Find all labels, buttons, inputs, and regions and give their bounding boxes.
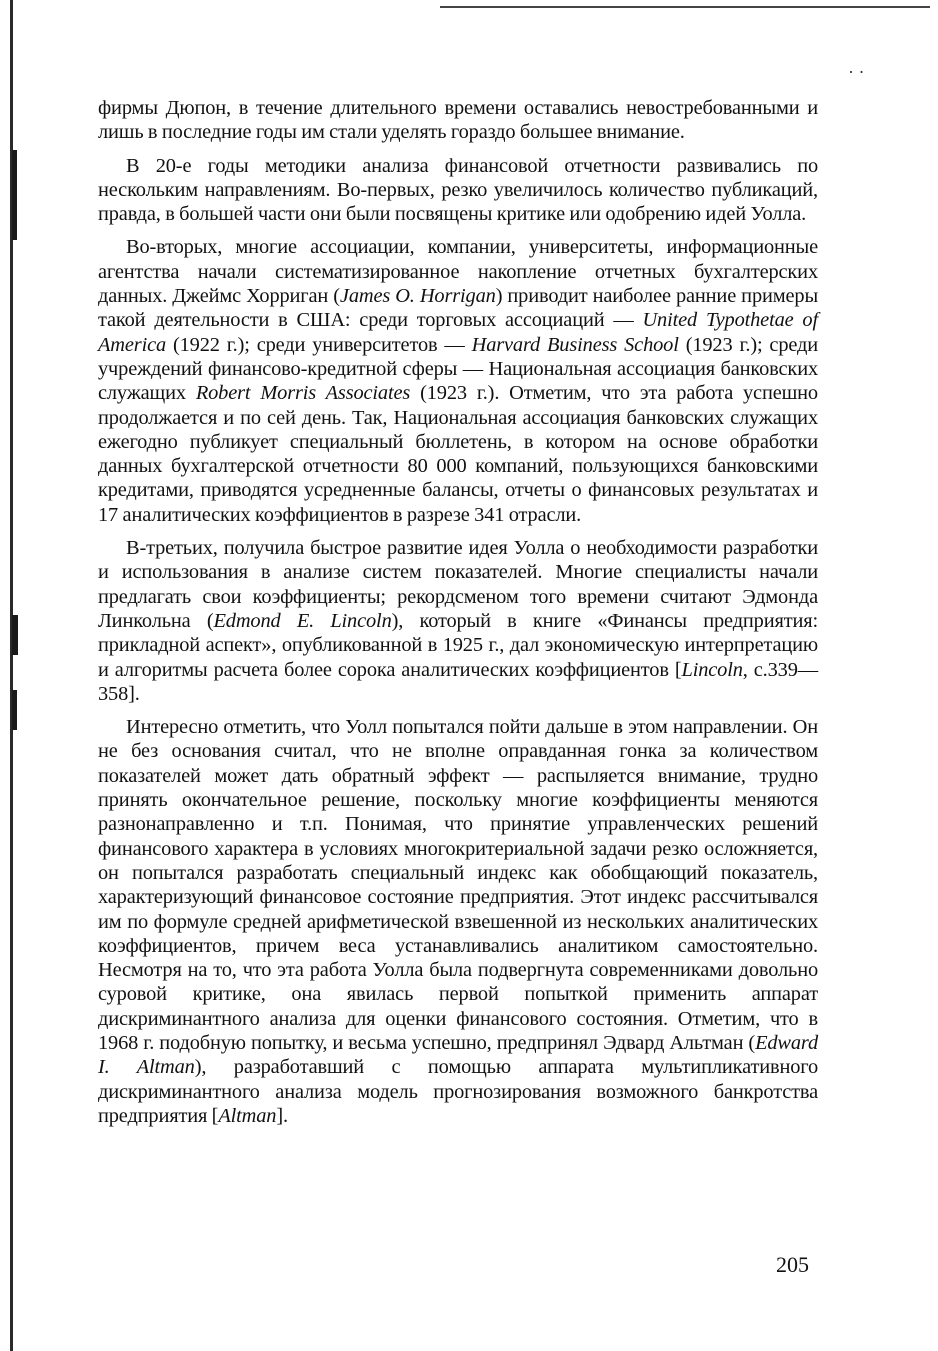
scan-artifact xyxy=(12,150,17,240)
text-run: (1922 г.); среди университетов — xyxy=(166,333,472,356)
paragraph xyxy=(98,154,818,227)
text-run: Во-вторых, многие ассоциации, компании, университеты, информационные агентства начали систематизированное накопление отчетных бухгалтерских данных. Джеймс Хорриган ( xyxy=(98,236,818,308)
paragraph xyxy=(98,715,818,1128)
page-number: 205 xyxy=(776,1252,809,1277)
text-run: ), который в книге «Финансы предприятия: прикладной аспект», опубликованной в 1925 г., дал экономическую интерпретацию и алгоритмы расчета более сорока аналитических коэффициентов [ xyxy=(98,609,818,681)
text-run: ]. xyxy=(276,1104,288,1127)
text-run: , с.339—358]. xyxy=(98,658,818,705)
text-run: В 20-е годы методики анализа финансовой отчетности развивались по нескольким направлениям. Во-первых, резко увеличилось количество публикаций, правда, в большей части они были посвящены критике или одобрению идей Уолла. xyxy=(98,154,818,226)
text-run: (1923 г.); среди учреждений финансово-кредитной сферы — Национальная ассоциация банковских служащих xyxy=(98,333,818,405)
text-run: Интересно отметить, что Уолл попытался пойти дальше в этом направлении. Он не без основания считал, что не вполне оправданная гонка за количеством показателей может дать обратный эффект — распыляется внимание, трудно принять окончательное решение, поскольку многие коэффициенты меняются разнонаправленно и т.п. Понимая, что принятие управленческих решений финансового характера в условиях многокритериальной задачи резко осложняется, он попытался разработать специальный индекс как обобщающий показатель, характеризующий финансовое состояние предприятия. Этот индекс рассчитывался им по формуле средней арифметической взвешенной из нескольких аналитических коэффициентов, причем веса устанавливались аналитиком самостоятельно. Несмотря на то, что эта работа Уолла была подвергнута современниками довольно суровой критике, она явилась первой попыткой применить аппарат дискриминантного анализа для оценки финансового состояния. Отметим, что в 1968 г. подобную попытку, и весьма успешно, предпринял Эдвард Альтман ( xyxy=(98,716,818,1054)
scan-dots: · · xyxy=(848,62,865,82)
paragraph xyxy=(98,536,818,706)
italic-reference: Altman xyxy=(218,1104,277,1127)
italic-reference: James O. Horrigan xyxy=(339,285,496,308)
scan-artifact xyxy=(12,615,18,655)
italic-reference: Robert Morris Associates xyxy=(195,382,411,405)
paragraph xyxy=(98,235,818,527)
paragraph xyxy=(98,96,818,145)
scan-top-rule xyxy=(440,6,930,8)
scan-artifact xyxy=(12,690,17,730)
text-run: В-третьих, получила быстрое развитие идея Уолла о необходимости разработки и использования в анализе систем показателей. Многие специалисты начали предлагать свои коэффициенты; рекордсменом того времени считают Эдмонда Линкольна ( xyxy=(98,537,818,632)
italic-reference: Lincoln xyxy=(681,658,743,681)
text-run: фирмы Дюпон, в течение длительного времени оставались невостребованными и лишь в последние годы им стали уделять гораздо большее внимание. xyxy=(98,97,818,144)
page-body xyxy=(98,96,818,1137)
italic-reference: Edmond E. Lincoln xyxy=(213,609,392,632)
italic-reference: Edward I. Altman xyxy=(98,1031,818,1079)
text-run: ) приводит наиболее ранние примеры такой деятельности в США: среди торговых ассоциаций — xyxy=(98,285,819,332)
text-run: ), разработавший с помощью аппарата мультипликативного дискриминантного анализа модель прогнозирования возможного банкротства предприятия [ xyxy=(98,1056,818,1127)
italic-reference: United Typothetae of America xyxy=(98,309,818,356)
italic-reference: Harvard Business School xyxy=(471,333,679,356)
text-run: (1923 г.). Отметим, что эта работа успешно продолжается и по сей день. Так, Национальная ассоциация банковских служащих ежегодно публикует специальный бюллетень, в котором на основе обработки данных бухгалтерской отчетности 80 000 компаний, пользующихся банковскими кредитами, приводятся усредненные балансы, отчеты о финансовых результатах и 17 аналитических коэффициентов в разрезе 341 отрасли. xyxy=(98,382,818,526)
